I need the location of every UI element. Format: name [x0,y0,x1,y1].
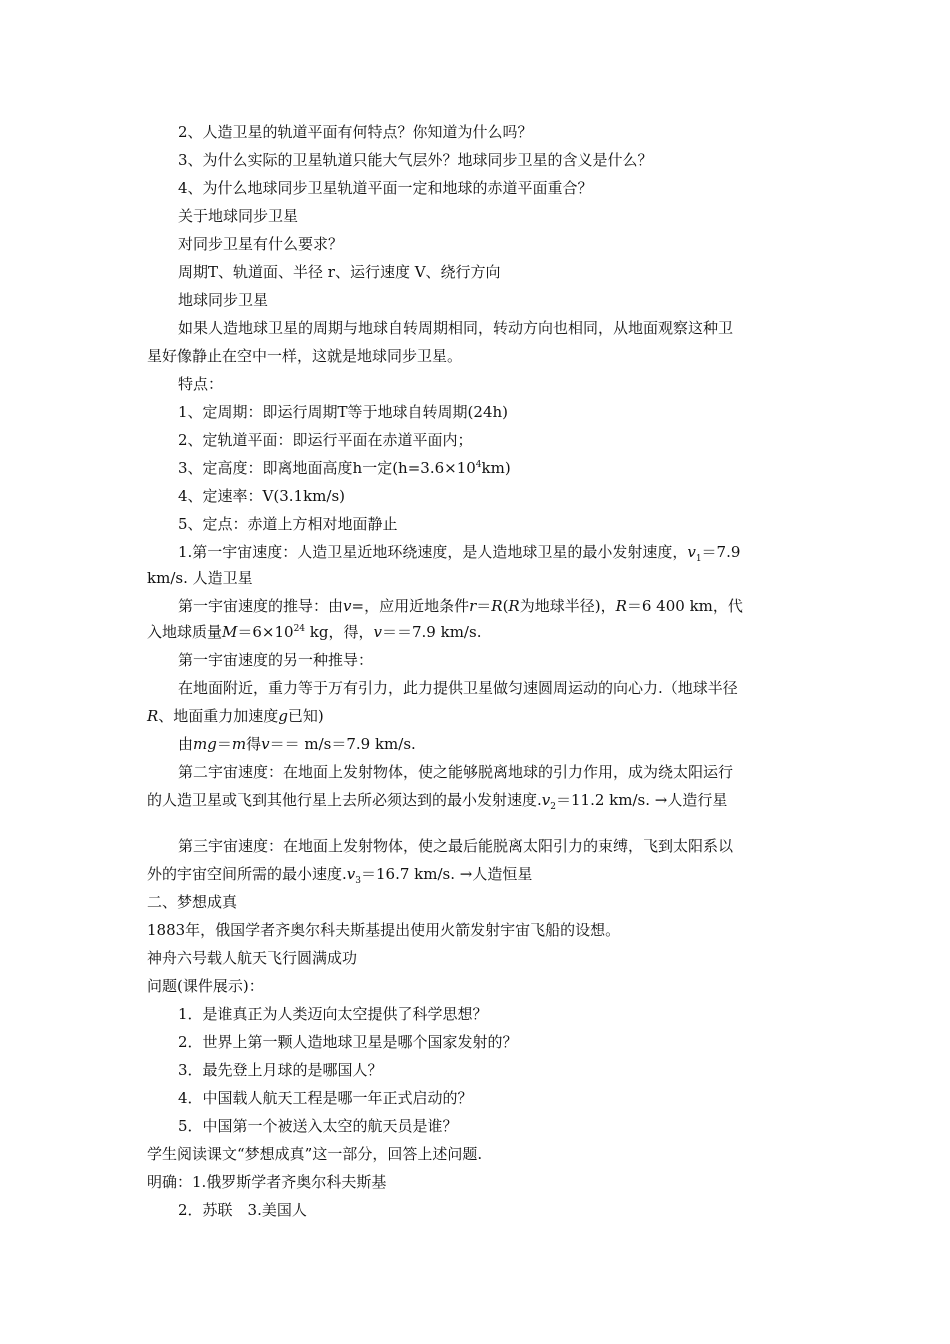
third-cosmic-velocity-line-1: 第三宇宙速度：在地面上发射物体，使之最后能脱离太阳引力的束缚，飞到太阳系以 [178,837,734,855]
first-cosmic-velocity-line-1: 1.第一宇宙速度：人造卫星近地环绕速度，是人造地球卫星的最小发射速度，$v_1=7.9$ [178,543,741,564]
section-heading-about-sync: 关于地球同步卫星 [178,207,299,225]
requirements-list: 周期T、轨道面、半径 r、运行速度 V、绕行方向 [178,263,501,281]
question-item-3: 3．最先登上月球的是哪国人？ [178,1061,383,1079]
sync-definition-line-1: 如果人造地球卫星的周期与地球自转周期相同，转动方向也相同，从地面观察这种卫 [178,319,734,337]
feature-2: 2、定轨道平面：即运行平面在赤道平面内； [178,431,473,449]
third-cosmic-velocity-line-2: 外的宇宙空间所需的最小速度$.v_3=16.7$ km/s. →人造恒星 [147,865,533,886]
requirements-question: 对同步卫星有什么要求？ [178,235,344,253]
feature-5: 5、定点：赤道上方相对地面静止 [178,515,398,533]
shenzhou-line: 神舟六号载人航天飞行圆满成功 [147,949,358,967]
sync-title: 地球同步卫星 [178,291,269,309]
alt-derivation-line-1: 在地面附近，重力等于万有引力，此力提供卫星做匀速圆周运动的向心力.（地球半径 [178,679,738,697]
section-heading-dream: 二、梦想成真 [147,893,238,911]
question-item-5: 5．中国第一个被送入太空的航天员是谁？ [178,1117,458,1135]
question-item-1: 1．是谁真正为人类迈向太空提供了科学思想？ [178,1005,488,1023]
question-3: 3、为什么实际的卫星轨道只能大气层外？地球同步卫星的含义是什么？ [178,151,653,169]
history-1883: 1883年，俄国学者齐奥尔科夫斯基提出使用火箭发射宇宙飞船的设想。 [147,921,621,939]
first-cosmic-velocity-line-2: km/s. 人造卫星 [147,569,253,587]
question-2: 2、人造卫星的轨道平面有何特点？你知道为什么吗？ [178,123,533,141]
question-4: 4、为什么地球同步卫星轨道平面一定和地球的赤道平面重合？ [178,179,593,197]
alt-derivation-title: 第一宇宙速度的另一种推导： [178,651,374,669]
feature-4: 4、定速率：V(3.1km/s) [178,487,346,505]
reading-instruction: 学生阅读课文“梦想成真”这一部分，回答上述问题. [147,1145,483,1163]
features-heading: 特点： [178,375,224,393]
second-cosmic-velocity-line-2: 的人造卫星或飞到其他行星上去所必须达到的最小发射速度$.v_2=11.2$ km/s. →人造行星 [147,791,728,812]
derivation-line-2: 入地球质量$M=6\times 10^{24}$ kg，得，v＝＝7.9 km/s. [147,623,482,641]
sync-definition-line-2: 星好像静止在空中一样，这就是地球同步卫星。 [147,347,463,365]
alt-derivation-line-3: 由mg＝m得v＝＝ m/s＝7.9 km/s. [178,735,416,753]
question-item-4: 4．中国载人航天工程是哪一年正式启动的？ [178,1089,473,1107]
feature-1: 1、定周期：即运行周期T等于地球自转周期(24h) [178,403,509,421]
questions-heading: 问题(课件展示)： [147,977,264,995]
alt-derivation-line-2: R、地面重力加速度g已知) [147,707,324,725]
feature-3: 3、定高度：即离地面高度h一定$(h=3.6\times 10^4km)$ [178,459,511,477]
second-cosmic-velocity-line-1: 第二宇宙速度：在地面上发射物体，使之能够脱离地球的引力作用，成为绕太阳运行 [178,763,734,781]
question-item-2: 2．世界上第一颗人造地球卫星是哪个国家发射的？ [178,1033,518,1051]
answer-line-2: 2．苏联 3.美国人 [178,1201,307,1219]
derivation-line-1: 第一宇宙速度的推导：由v=，应用近地条件r＝R(R为地球半径)，R＝6 400 km，代 [178,597,743,615]
answer-line-1: 明确：1.俄罗斯学者齐奥尔科夫斯基 [147,1173,387,1191]
